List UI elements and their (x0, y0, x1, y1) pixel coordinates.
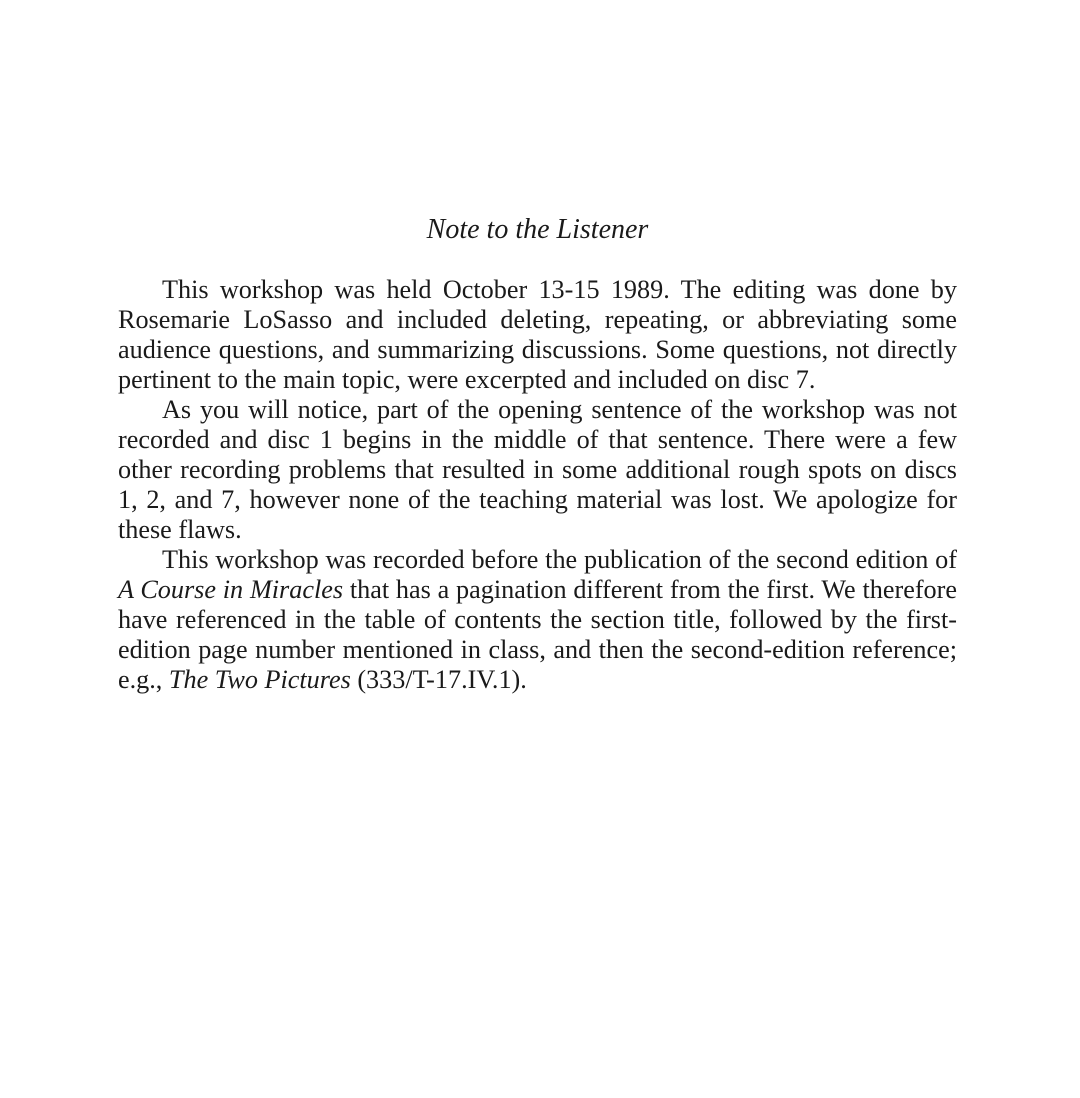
paragraph-3 (118, 545, 957, 695)
paragraph-2: As you will notice, part of the opening sentence of the workshop was not recorded and disc 1 begins in the middle of that sentence. There were a few other recording problems that resulted in some additional rough spots on discs 1, 2, and 7, however none of the teaching material was lost. We apologize for these flaws. (118, 395, 957, 544)
paragraph-1: This workshop was held October 13-15 1989. The editing was done by Rosemarie LoSasso and included deleting, repeating, or abbreviating some audience questions, and summarizing discussions. Some questions, not directly pertinent to the main topic, were excerpted and included on disc 7. (118, 275, 957, 394)
page-title: Note to the Listener (426, 214, 649, 245)
book-title: A Course in Miracles (118, 575, 344, 604)
paragraph-3-text-1: This workshop was recorded before the publication of the second edition of (162, 545, 957, 574)
paragraph-3-text-3: (333/T-17.IV.1). (350, 665, 527, 694)
paragraph-3-text-2: that has a pagination different from the first. We therefore have referenced in the table of contents the section title, followed by the first-edition page number mentioned in class, and then the second-edition reference; e.g., (118, 575, 957, 694)
section-title-reference: The Two Pictures (168, 665, 351, 694)
document-body (118, 275, 957, 695)
document-page (118, 212, 957, 695)
